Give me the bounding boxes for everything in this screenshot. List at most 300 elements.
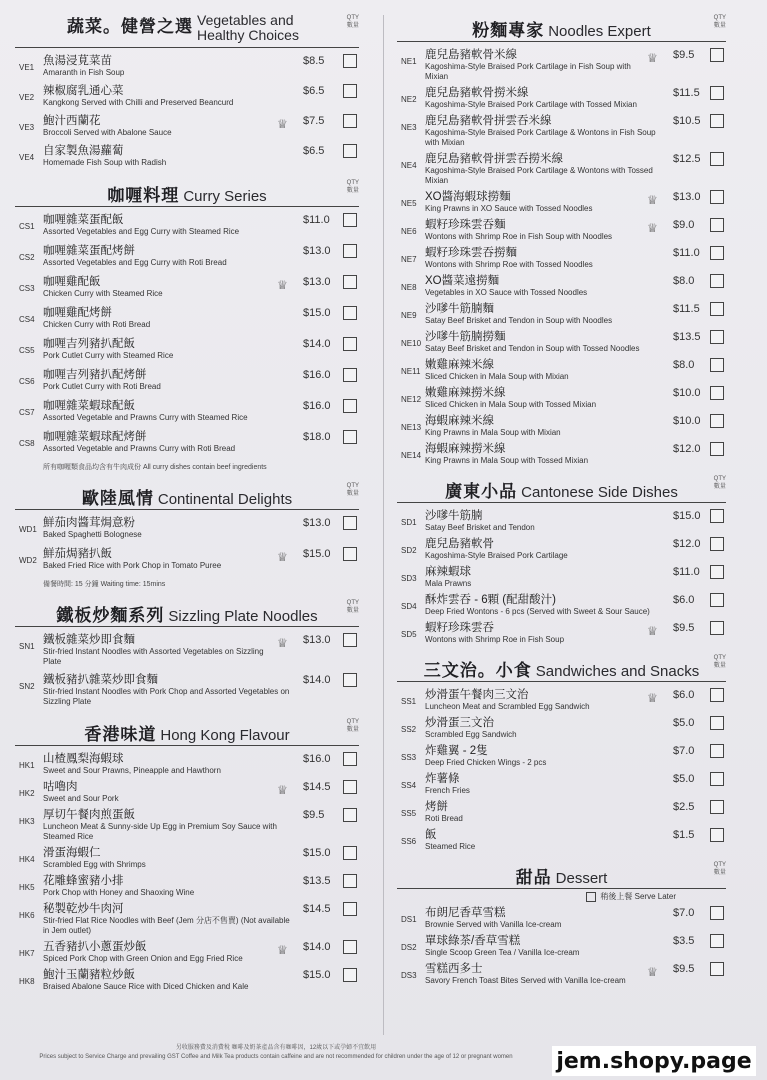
quantity-checkbox[interactable] — [343, 673, 357, 687]
item-price: $14.0 — [303, 674, 331, 686]
item-text — [43, 547, 273, 571]
section-header — [15, 597, 359, 627]
item-price: $12.5 — [673, 153, 701, 165]
item-code: DS1 — [401, 915, 417, 924]
item-name-zh: 咖喱雜菜蛋配烤餅 — [43, 245, 135, 257]
item-name-zh: 鹿兒島豬軟骨拼雲吞撈米線 — [425, 153, 563, 165]
menu-item — [401, 619, 726, 647]
item-list — [397, 507, 726, 647]
item-name-en: Assorted Vegetables and Egg Curry with Roti Bread — [43, 258, 227, 267]
quantity-checkbox[interactable] — [710, 358, 724, 372]
item-name-zh: 海蝦麻辣米線 — [425, 415, 494, 427]
item-code: NE2 — [401, 95, 417, 104]
chef-hat-icon: ♕ — [277, 278, 288, 292]
item-text — [43, 306, 297, 330]
quantity-checkbox[interactable] — [343, 244, 357, 258]
item-code: CS3 — [19, 284, 35, 293]
quantity-checkbox[interactable] — [710, 537, 724, 551]
item-price: $11.0 — [673, 247, 700, 259]
item-price: $6.0 — [673, 689, 695, 701]
item-text — [43, 399, 297, 423]
column-divider — [383, 15, 384, 1035]
item-price: $3.5 — [673, 935, 695, 947]
qty-label — [714, 861, 726, 877]
quantity-checkbox[interactable] — [710, 152, 724, 166]
item-list — [15, 211, 359, 459]
item-name-zh: 單球綠茶/香草雪糕 — [425, 935, 521, 947]
item-price: $5.0 — [673, 717, 695, 729]
item-name-zh: 海蝦麻辣撈米線 — [425, 443, 506, 455]
item-code: CS7 — [19, 408, 35, 417]
item-name-zh: 雪糕西多士 — [425, 963, 483, 975]
left-column — [15, 12, 359, 999]
item-name-en: Stir-fried Flat Rice Noodles with Beef (Jem 分店不售賣) (Not available in Jem outlet) — [43, 916, 290, 935]
item-code: SS1 — [401, 697, 417, 706]
item-code: DS2 — [401, 943, 417, 952]
menu-item — [401, 770, 726, 798]
section-title-en: Vegetables and Healthy Choices — [197, 11, 299, 43]
item-list — [397, 686, 726, 854]
item-text — [425, 716, 667, 740]
section-header — [397, 652, 726, 682]
menu-item — [19, 966, 359, 994]
item-name-zh: 咖喱吉列豬扒配飯 — [43, 338, 135, 350]
item-name-zh: 飯 — [425, 829, 437, 841]
quantity-checkbox[interactable] — [343, 846, 357, 860]
section-note: 所有咖喱類食品均含有牛肉成份 All curry dishes contain beef ingredients — [43, 464, 267, 471]
menu-item — [19, 428, 359, 459]
item-list — [15, 514, 359, 576]
quantity-checkbox[interactable] — [710, 744, 724, 758]
quantity-checkbox[interactable] — [343, 430, 357, 444]
section-note: 備餐時間: 15 分鐘 Waiting time: 15mins — [43, 581, 166, 588]
item-name-zh: 嫩雞麻辣米線 — [425, 359, 494, 371]
item-name-en: Kagoshima-Style Braised Pork Cartilage with Tossed Mixian — [425, 100, 637, 109]
item-name-en: Wontons with Shrimp Roe with Tossed Noodles — [425, 260, 593, 269]
item-name-en: King Prawns in XO Sauce with Tossed Noodles — [425, 204, 593, 213]
chef-hat-icon: ♕ — [277, 943, 288, 957]
quantity-checkbox[interactable] — [343, 337, 357, 351]
item-text — [425, 86, 667, 110]
item-name-en: Mala Prawns — [425, 579, 472, 588]
quantity-checkbox[interactable] — [710, 302, 724, 316]
item-code: HK1 — [19, 761, 35, 770]
item-name-en: Amaranth in Fish Soup — [43, 68, 125, 77]
item-name-zh: 布朗尼香草雪糕 — [425, 907, 506, 919]
section-header — [397, 473, 726, 503]
quantity-checkbox[interactable] — [710, 274, 724, 288]
menu-item — [401, 798, 726, 826]
quantity-checkbox[interactable] — [710, 565, 724, 579]
item-price: $16.0 — [303, 369, 331, 381]
item-code: SS3 — [401, 753, 417, 762]
quantity-checkbox[interactable] — [710, 828, 724, 842]
quantity-checkbox[interactable] — [343, 633, 357, 647]
item-price: $7.5 — [303, 115, 325, 127]
qty-zh: 數量 — [346, 188, 359, 194]
item-code: SS2 — [401, 725, 417, 734]
quantity-checkbox[interactable] — [710, 962, 724, 976]
item-text — [43, 368, 297, 392]
menu-item — [19, 211, 359, 242]
item-code: HK4 — [19, 855, 35, 864]
quantity-checkbox[interactable] — [343, 54, 357, 68]
item-code: SD4 — [401, 602, 417, 611]
item-code: NE5 — [401, 199, 417, 208]
quantity-checkbox[interactable] — [343, 213, 357, 227]
quantity-checkbox[interactable] — [343, 114, 357, 128]
quantity-checkbox[interactable] — [343, 874, 357, 888]
item-code: CS4 — [19, 315, 35, 324]
item-price: $13.0 — [303, 517, 331, 529]
menu-item — [401, 826, 726, 854]
quantity-checkbox[interactable] — [710, 772, 724, 786]
item-text — [425, 190, 643, 214]
quantity-checkbox[interactable] — [343, 902, 357, 916]
section-title-en: Sandwiches and Snacks — [535, 663, 700, 680]
chef-hat-icon: ♕ — [277, 550, 288, 564]
quantity-checkbox[interactable] — [710, 386, 724, 400]
item-code: VE4 — [19, 153, 35, 162]
item-code: VE1 — [19, 63, 35, 72]
menu-item — [19, 750, 359, 778]
item-code: WD2 — [19, 556, 37, 565]
serve-later-checkbox[interactable] — [586, 892, 596, 902]
quantity-checkbox[interactable] — [343, 808, 357, 822]
section-cantonese — [397, 473, 726, 647]
item-name-en: King Prawns in Mala Soup with Tossed Mixian — [425, 456, 589, 465]
quantity-checkbox[interactable] — [710, 48, 724, 62]
menu-item — [401, 904, 726, 932]
item-price: $10.5 — [673, 115, 701, 127]
section-title-zh: 甜品 — [515, 868, 552, 887]
item-name-zh: 鹿兒島豬軟骨 — [425, 538, 494, 550]
item-text — [43, 275, 273, 299]
section-dessert — [397, 859, 726, 988]
item-code: NE4 — [401, 161, 417, 170]
section-title-zh: 歐陸風情 — [81, 489, 154, 508]
item-code: HK5 — [19, 883, 35, 892]
item-code: CS2 — [19, 253, 35, 262]
item-code: NE7 — [401, 255, 417, 264]
item-name-zh: 咖喱雞配烤餅 — [43, 307, 112, 319]
menu-item — [19, 938, 359, 966]
item-name-en: Kagoshima-Style Braised Pork Cartilage & Wontons in Fish Soup with Mixian — [425, 128, 656, 147]
chef-hat-icon: ♕ — [277, 636, 288, 650]
qty-en: QTY — [713, 655, 726, 661]
item-price: $9.0 — [673, 219, 695, 231]
item-name-en: Roti Bread — [425, 814, 463, 823]
item-name-en: Chicken Curry with Steamed Rice — [43, 289, 163, 298]
item-name-en: Deep Fried Wontons - 6 pcs (Served with Sweet & Sour Sauce) — [425, 607, 650, 616]
section-title-en: Cantonese Side Dishes — [521, 484, 678, 501]
item-text — [425, 302, 667, 326]
item-price: $2.5 — [673, 801, 695, 813]
section-header — [397, 12, 726, 42]
quantity-checkbox[interactable] — [710, 906, 724, 920]
quantity-checkbox[interactable] — [710, 688, 724, 702]
item-name-en: Baked Fried Rice with Pork Chop in Tomato Puree — [43, 561, 222, 570]
item-text — [425, 828, 667, 852]
section-title-zh: 鐵板炒麵系列 — [56, 606, 165, 625]
item-name-zh: 自家製魚湯蘿蔔 — [43, 145, 124, 157]
quantity-checkbox[interactable] — [343, 968, 357, 982]
item-code: NE8 — [401, 283, 417, 292]
item-text — [425, 414, 667, 438]
quantity-checkbox[interactable] — [710, 593, 724, 607]
item-text — [425, 114, 667, 148]
menu-item — [19, 397, 359, 428]
item-price: $15.0 — [303, 548, 331, 560]
menu-item — [19, 872, 359, 900]
quantity-checkbox[interactable] — [343, 275, 357, 289]
item-price: $8.5 — [303, 55, 325, 67]
quantity-checkbox[interactable] — [710, 509, 724, 523]
qty-zh: 數量 — [713, 870, 726, 876]
section-title — [424, 652, 699, 681]
item-name-zh: 山楂鳳梨海蝦球 — [43, 753, 124, 765]
item-code: VE2 — [19, 93, 35, 102]
quantity-checkbox[interactable] — [343, 306, 357, 320]
qty-label — [347, 179, 359, 195]
quantity-checkbox[interactable] — [343, 144, 357, 158]
menu-item — [401, 932, 726, 960]
item-code: NE14 — [401, 451, 422, 460]
item-name-zh: 沙嗲牛筋腩麵 — [425, 303, 494, 315]
item-name-en: Spiced Pork Chop with Green Onion and Egg Fried Rice — [43, 954, 243, 963]
section-title — [516, 859, 608, 888]
serve-later-option[interactable] — [397, 891, 726, 902]
menu-item — [401, 412, 726, 440]
quantity-checkbox[interactable] — [710, 621, 724, 635]
item-name-en: Broccoli Served with Abalone Sauce — [43, 128, 172, 137]
quantity-checkbox[interactable] — [343, 547, 357, 561]
section-title — [472, 12, 651, 41]
item-price: $11.5 — [673, 87, 700, 99]
item-name-en: Stir-fried Instant Noodles with Pork Chop and Assorted Vegetables on Sizzling Plate — [43, 687, 290, 706]
right-column — [397, 12, 726, 993]
item-text — [425, 442, 667, 466]
quantity-checkbox[interactable] — [343, 752, 357, 766]
item-code: NE13 — [401, 423, 422, 432]
item-text — [43, 244, 297, 268]
qty-en: QTY — [346, 600, 359, 606]
menu-item — [19, 806, 359, 844]
section-title-zh: 廣東小品 — [445, 482, 518, 501]
quantity-checkbox[interactable] — [343, 780, 357, 794]
qty-en: QTY — [713, 862, 726, 868]
quantity-checkbox[interactable] — [343, 84, 357, 98]
item-price: $16.0 — [303, 753, 331, 765]
section-header — [15, 12, 359, 48]
menu-item — [401, 507, 726, 535]
menu-item — [401, 328, 726, 356]
item-price: $15.0 — [303, 969, 331, 981]
item-text — [425, 565, 667, 589]
item-code: DS3 — [401, 971, 417, 980]
item-code: WD1 — [19, 525, 37, 534]
item-name-zh: 蝦籽珍珠雲吞 — [425, 622, 494, 634]
item-price: $13.0 — [303, 634, 331, 646]
menu-item — [19, 545, 359, 576]
item-price: $9.5 — [673, 49, 695, 61]
quantity-checkbox[interactable] — [343, 940, 357, 954]
item-price: $13.0 — [303, 276, 331, 288]
quantity-checkbox[interactable] — [710, 246, 724, 260]
item-code: SN1 — [19, 642, 35, 651]
menu-item — [19, 82, 359, 112]
qty-en: QTY — [713, 476, 726, 482]
quantity-checkbox[interactable] — [710, 218, 724, 232]
qty-label — [347, 14, 359, 30]
item-name-en: Kagoshima-Style Braised Pork Cartilage in Fish Soup with Mixian — [425, 62, 631, 81]
item-name-en: Assorted Vegetable and Prawns Curry with Steamed Rice — [43, 413, 248, 422]
item-name-en: King Prawns in Mala Soup with Mixian — [425, 428, 561, 437]
quantity-checkbox[interactable] — [343, 516, 357, 530]
item-text — [425, 688, 643, 712]
qty-zh: 數量 — [346, 23, 359, 29]
item-code: SS5 — [401, 809, 417, 818]
menu-item — [19, 671, 359, 711]
section-title — [445, 473, 678, 502]
menu-item — [401, 300, 726, 328]
item-text — [425, 962, 643, 986]
menu-item — [401, 84, 726, 112]
section-sandwiches — [397, 652, 726, 854]
item-name-zh: 咖喱雞配飯 — [43, 276, 101, 288]
quantity-checkbox[interactable] — [710, 934, 724, 948]
item-name-zh: 蝦籽珍珠雲吞麵 — [425, 219, 506, 231]
item-text — [425, 593, 667, 617]
item-text — [425, 800, 667, 824]
menu-item — [401, 244, 726, 272]
item-text — [43, 144, 297, 168]
item-text — [43, 633, 273, 667]
chef-hat-icon: ♕ — [647, 691, 658, 705]
menu-item — [401, 384, 726, 412]
item-price: $14.5 — [303, 903, 331, 915]
item-price: $6.5 — [303, 145, 325, 157]
section-header — [397, 859, 726, 889]
item-name-en: Sweet and Sour Pork — [43, 794, 119, 803]
quantity-checkbox[interactable] — [343, 399, 357, 413]
section-title — [84, 716, 289, 745]
section-title-en: Dessert — [555, 870, 608, 887]
item-list — [397, 904, 726, 988]
section-title-zh: 香港味道 — [84, 725, 157, 744]
item-name-en: Chicken Curry with Roti Bread — [43, 320, 151, 329]
item-name-en: Scrambled Egg Sandwich — [425, 730, 517, 739]
menu-item — [401, 272, 726, 300]
section-sizzling — [15, 597, 359, 711]
chef-hat-icon: ♕ — [277, 117, 288, 131]
item-name-zh: 蝦籽珍珠雲吞撈麵 — [425, 247, 517, 259]
item-name-zh: 厚切午餐肉煎蛋飯 — [43, 809, 135, 821]
item-price: $5.0 — [673, 773, 695, 785]
item-name-en: Kagoshima-Style Braised Pork Cartilage — [425, 551, 568, 560]
footer-zh: 另收服務費及消費稅 咖啡及奶茶產品含有咖啡因，12歲以下或孕婦不宜飲用 — [175, 1045, 377, 1051]
item-price: $13.5 — [303, 875, 331, 887]
item-name-zh: 魚湯浸莧菜苗 — [43, 55, 112, 67]
quantity-checkbox[interactable] — [710, 716, 724, 730]
item-list — [397, 46, 726, 468]
item-price: $8.0 — [673, 275, 695, 287]
menu-item — [19, 844, 359, 872]
item-price: $6.5 — [303, 85, 325, 97]
qty-label — [347, 718, 359, 734]
section-title — [67, 12, 307, 43]
chef-hat-icon: ♕ — [647, 965, 658, 979]
item-name-en: Satay Beef Brisket and Tendon in Soup with Tossed Noodles — [425, 344, 640, 353]
item-name-zh: 沙嗲牛筋腩撈麵 — [425, 331, 506, 343]
qty-label — [347, 482, 359, 498]
section-title — [82, 480, 292, 509]
section-noodles — [397, 12, 726, 468]
menu-item — [401, 216, 726, 244]
item-price: $9.5 — [303, 809, 325, 821]
item-price: $11.0 — [673, 566, 700, 578]
section-curry — [15, 177, 359, 475]
quantity-checkbox[interactable] — [343, 368, 357, 382]
qty-zh: 數量 — [713, 484, 726, 490]
item-code: CS8 — [19, 439, 35, 448]
menu-item — [19, 631, 359, 671]
section-title-zh: 蔬菜。健營之選 — [67, 17, 193, 36]
section-title-zh: 咖喱料理 — [107, 186, 180, 205]
quantity-checkbox[interactable] — [710, 114, 724, 128]
item-name-zh: 嫩雞麻辣撈米線 — [425, 387, 506, 399]
qty-zh: 數量 — [713, 663, 726, 669]
menu-item — [401, 112, 726, 150]
item-name-en: Luncheon Meat and Scrambled Egg Sandwich — [425, 702, 590, 711]
item-name-en: Wontons with Shrimp Roe in Fish Soup — [425, 635, 565, 644]
item-price: $7.0 — [673, 907, 695, 919]
item-price: $13.0 — [673, 191, 701, 203]
quantity-checkbox[interactable] — [710, 330, 724, 344]
item-list — [15, 631, 359, 711]
item-name-en: Sliced Chicken in Mala Soup with Mixian — [425, 372, 569, 381]
qty-en: QTY — [346, 719, 359, 725]
item-name-en: Sliced Chicken in Mala Soup with Tossed Mixian — [425, 400, 597, 409]
quantity-checkbox[interactable] — [710, 190, 724, 204]
qty-zh: 數量 — [346, 491, 359, 497]
item-name-en: Luncheon Meat & Sunny-side Up Egg in Premium Soy Sauce with Steamed Rice — [43, 822, 277, 841]
quantity-checkbox[interactable] — [710, 442, 724, 456]
item-name-en: Wontons with Shrimp Roe in Fish Soup with Noodles — [425, 232, 613, 241]
item-name-en: French Fries — [425, 786, 470, 795]
item-name-en: Homemade Fish Soup with Radish — [43, 158, 167, 167]
item-price: $14.5 — [303, 781, 331, 793]
item-name-en: Steamed Rice — [425, 842, 476, 851]
menu-item — [401, 742, 726, 770]
item-name-zh: 咖喱雜菜蝦球配烤餅 — [43, 431, 147, 443]
item-text — [425, 48, 643, 82]
quantity-checkbox[interactable] — [710, 800, 724, 814]
quantity-checkbox[interactable] — [710, 414, 724, 428]
item-name-en: Satay Beef Brisket and Tendon in Soup with Noodles — [425, 316, 613, 325]
item-name-zh: 炸雞翼 - 2隻 — [425, 745, 488, 757]
item-name-zh: 炸薯條 — [425, 773, 460, 785]
qty-en: QTY — [346, 180, 359, 186]
item-name-en: Kangkong Served with Chilli and Preserved Beancurd — [43, 98, 234, 107]
item-name-en: Deep Fried Chicken Wings - 2 pcs — [425, 758, 547, 767]
quantity-checkbox[interactable] — [710, 86, 724, 100]
item-text — [43, 114, 273, 138]
menu-item — [19, 242, 359, 273]
qty-zh: 數量 — [346, 608, 359, 614]
menu-item — [19, 304, 359, 335]
section-title — [107, 177, 266, 206]
